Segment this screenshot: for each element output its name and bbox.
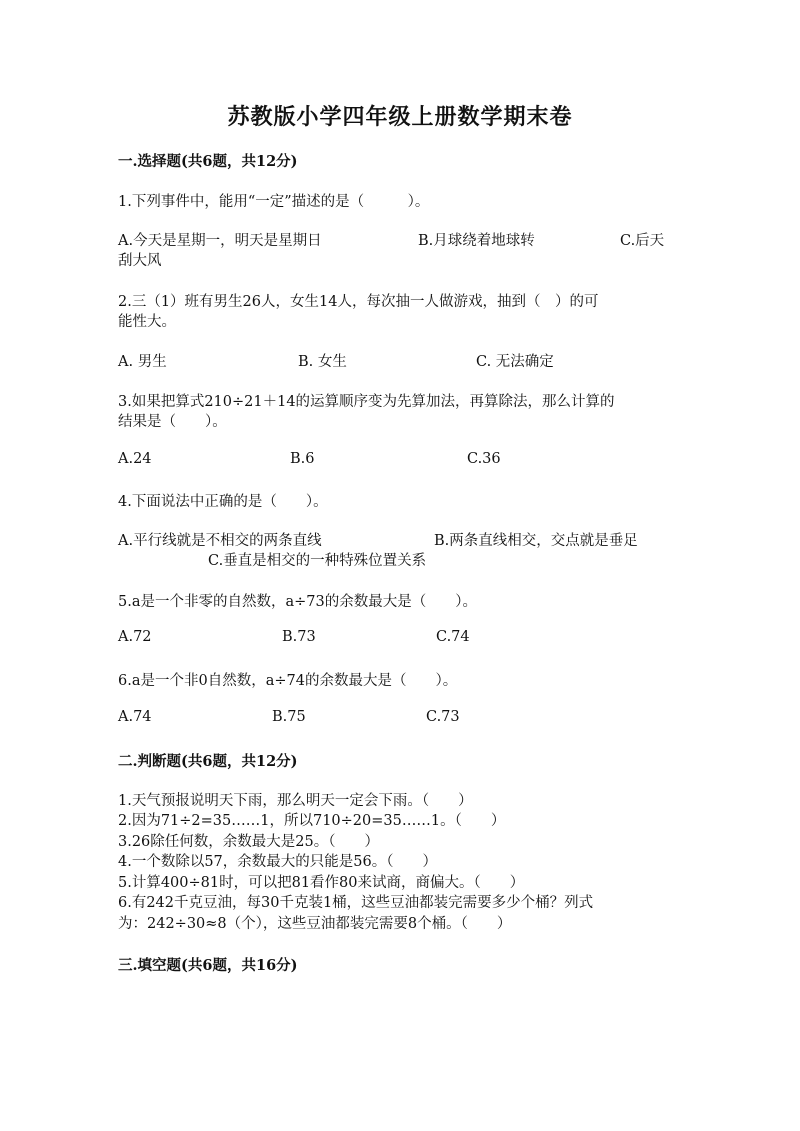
question-5-stem: 5.a是一个非零的自然数，a÷73的余数最大是（ ）。 <box>118 594 477 610</box>
question-5-option-b: B.73 <box>282 629 316 645</box>
question-4-stem: 4.下面说法中正确的是（ ）。 <box>118 494 328 510</box>
question-3-option-b: B.6 <box>290 451 315 467</box>
section-heading-judgement: 二.判断题(共6题，共12分) <box>118 753 298 770</box>
question-4-option-c: C.垂直是相交的一种特殊位置关系 <box>208 553 427 569</box>
question-2-option-a: A. 男生 <box>118 354 167 370</box>
question-4-option-b: B.两条直线相交，交点就是垂足 <box>434 533 638 549</box>
judgement-item-4: 4.一个数除以57，余数最大的只能是56。（ ） <box>118 854 437 870</box>
question-2-option-c: C. 无法确定 <box>476 354 554 370</box>
judgement-item-6-cont: 为：242÷30≈8（个），这些豆油都装完需要8个桶。（ ） <box>118 916 512 932</box>
question-1-option-b: B.月球绕着地球转 <box>418 233 535 249</box>
judgement-item-2: 2.因为71÷2=35……1，所以710÷20=35……1。（ ） <box>118 813 506 829</box>
question-2-option-b: B. 女生 <box>298 354 347 370</box>
question-1-stem: 1.下列事件中，能用“一定”描述的是（ ）。 <box>118 194 430 210</box>
question-1-option-a: A.今天是星期一，明天是星期日 <box>118 233 322 249</box>
question-6-option-b: B.75 <box>272 709 306 725</box>
judgement-item-6: 6.有242千克豆油，每30千克装1桶，这些豆油都装完需要多少个桶？列式 <box>118 895 594 911</box>
question-1-option-c: C.后天 <box>620 233 665 249</box>
question-1-option-c-cont: 刮大风 <box>118 253 162 269</box>
question-5-option-c: C.74 <box>436 629 470 645</box>
question-6-option-a: A.74 <box>118 709 152 725</box>
judgement-item-1: 1.天气预报说明天下雨，那么明天一定会下雨。（ ） <box>118 793 473 809</box>
question-5-option-a: A.72 <box>118 629 152 645</box>
question-2-stem: 2.三（1）班有男生26人，女生14人，每次抽一人做游戏，抽到（ ）的可 <box>118 294 599 310</box>
question-3-stem: 3.如果把算式210÷21＋14的运算顺序变为先算加法，再算除法，那么计算的 <box>118 394 615 410</box>
section-heading-fill-in: 三.填空题(共6题，共16分) <box>118 957 298 974</box>
section-heading-choice: 一.选择题(共6题，共12分) <box>118 153 298 170</box>
question-4-option-a: A.平行线就是不相交的两条直线 <box>118 533 322 549</box>
judgement-item-5: 5.计算400÷81时，可以把81看作80来试商，商偏大。（ ） <box>118 875 525 891</box>
judgement-item-3: 3.26除任何数，余数最大是25。（ ） <box>118 834 379 850</box>
page-title: 苏教版小学四年级上册数学期末卷 <box>227 104 573 130</box>
question-6-option-c: C.73 <box>426 709 460 725</box>
question-3-option-a: A.24 <box>118 451 152 467</box>
question-6-stem: 6.a是一个非0自然数，a÷74的余数最大是（ ）。 <box>118 673 458 689</box>
question-2-stem-cont: 能性大。 <box>118 314 176 330</box>
question-3-option-c: C.36 <box>467 451 501 467</box>
question-3-stem-cont: 结果是（ ）。 <box>118 414 227 430</box>
